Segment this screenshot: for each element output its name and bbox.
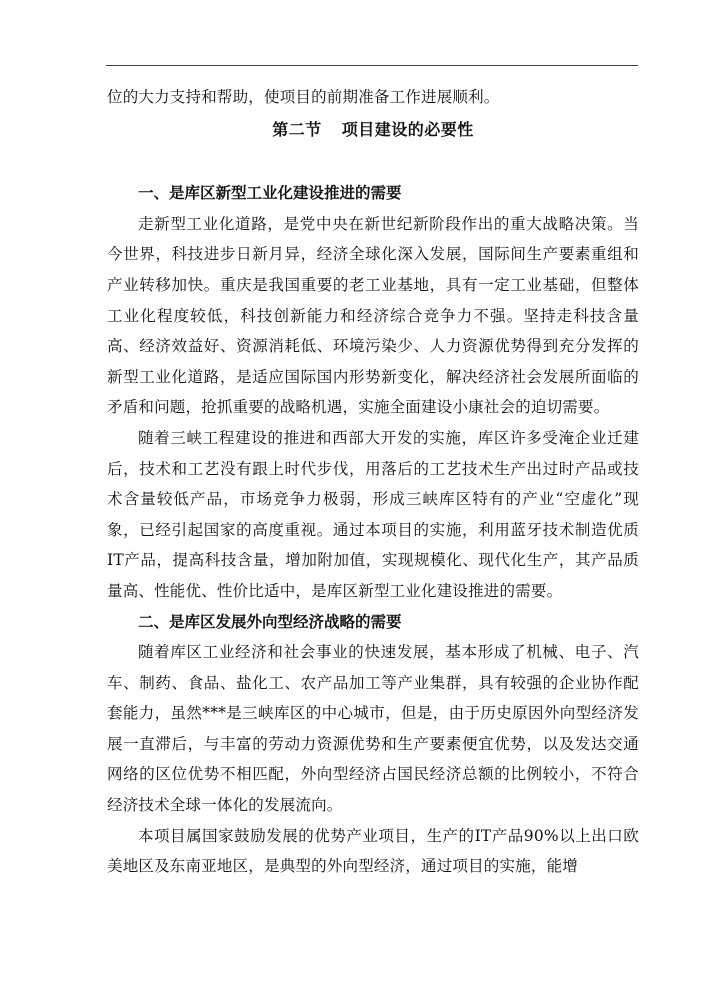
subsection-1-paragraph-2: 随着三峡工程建设的推进和西部大开发的实施，库区许多受淹企业迁建后，技术和工艺没有跟上时代步伐，用落后的工艺技术生产出过时产品或技术含量较低产品，市场竞争力极弱，形成三峡库区特有的产业“空虚化”现象，已经引起国家的高度重视。通过本项目的实施，利用蓝牙技术制造优质IT产品，提高科技含量，增加附加值，实现规模化、现代化生产，其产品质量高、性能优、性价比适中，是库区新型工业化建设推进的需要。: [107, 428, 639, 600]
intro-line: 位的大力支持和帮助，使项目的前期准备工作进展顺利。: [107, 88, 500, 106]
document-body: [107, 82, 639, 882]
subsection-2-paragraph-2: 本项目属国家鼓励发展的优势产业项目，生产的IT产品90%以上出口欧美地区及东南亚地区，是典型的外向型经济，通过项目的实施，能增: [107, 826, 639, 876]
subsection-1-heading: 一、是库区新型工业化建设推进的需要: [138, 184, 402, 203]
subsection-1-paragraph-1: 走新型工业化道路，是党中央在新世纪新阶段作出的重大战略决策。当今世界，科技进步日新月异，经济全球化深入发展，国际间生产要素重组和产业转移加快。重庆是我国重要的老工业基地，具有一定工业基础，但整体工业化程度较低，科技创新能力和经济综合竞争力不强。坚持走科技含量高、经济效益好、资源消耗低、环境污染少、人力资源优势得到充分发挥的新型工业化道路，是适应国际国内形势新变化，解决经济社会发展所面临的矛盾和问题，抢抓重要的战略机遇，实施全面建设小康社会的迫切需要。: [107, 214, 639, 417]
section-title: 第二节 项目建设的必要性: [272, 119, 474, 139]
subsection-2-heading: 二、是库区发展外向型经济战略的需要: [138, 612, 402, 631]
header-rule: [106, 65, 638, 66]
subsection-2-paragraph-1: 随着库区工业经济和社会事业的快速发展，基本形成了机械、电子、汽车、制药、食品、盐化工、农产品加工等产业集群，具有较强的企业协作配套能力，虽然***是三峡库区的中心城市，但是，由于历史原因外向型经济发展一直滞后，与丰富的劳动力资源优势和生产要素便宜优势，以及发达交通网络的区位优势不相匹配，外向型经济占国民经济总额的比例较小，不符合经济技术全球一体化的发展流向。: [107, 643, 639, 815]
